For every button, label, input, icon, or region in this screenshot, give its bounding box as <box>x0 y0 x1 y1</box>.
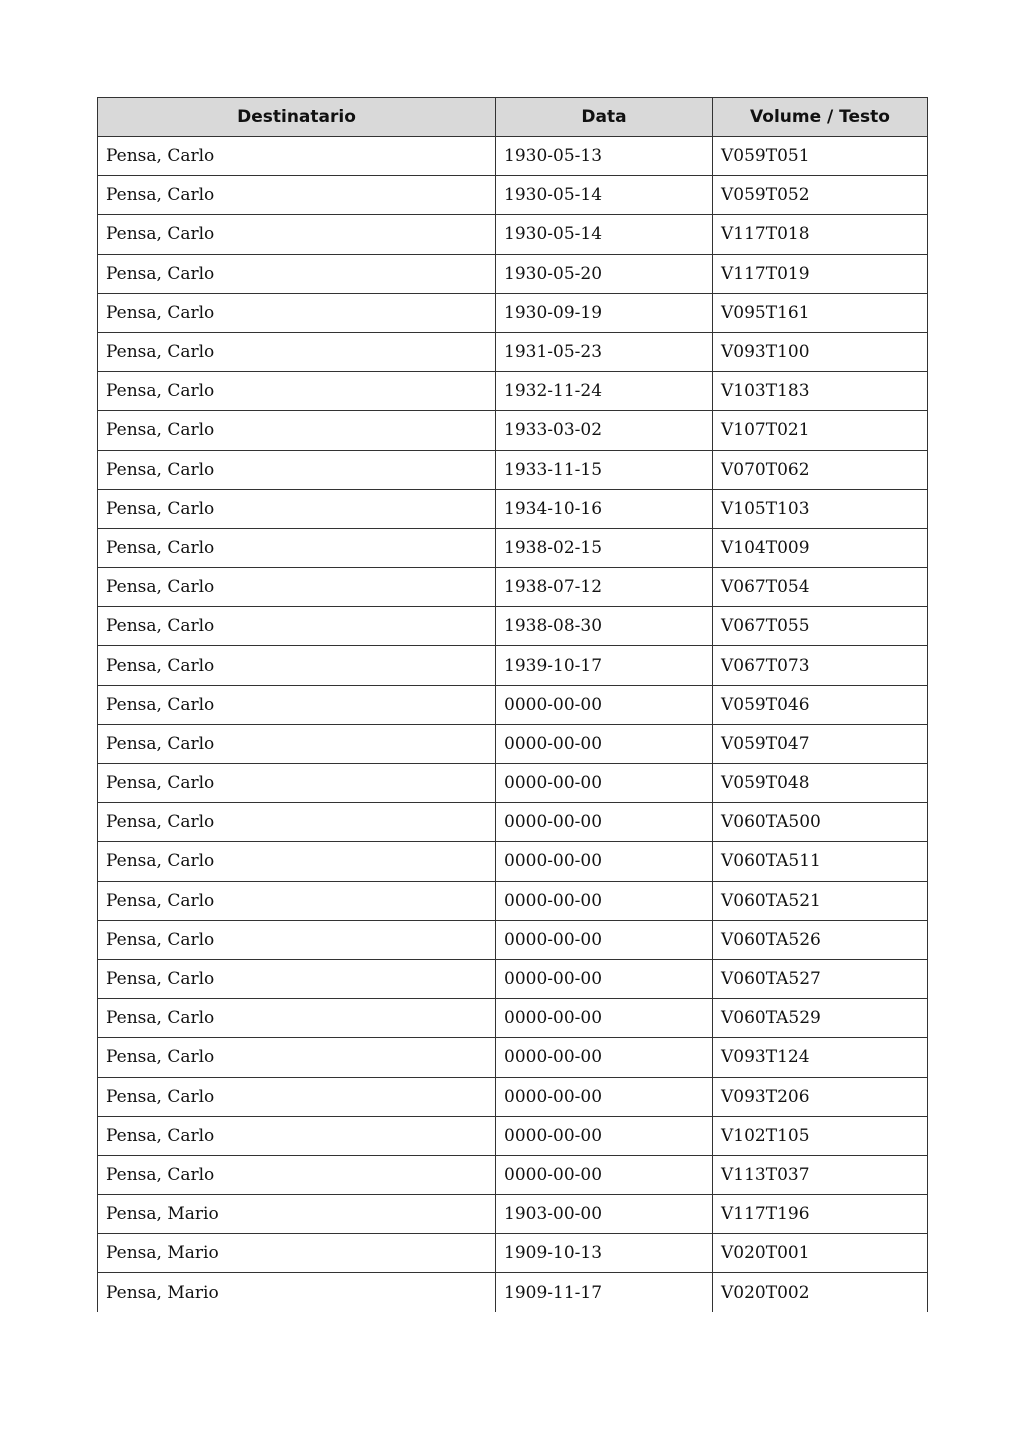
cell-destinatario: Pensa, Carlo <box>98 568 496 607</box>
table-row <box>98 293 928 332</box>
cell-data: 1903-00-00 <box>496 1195 713 1234</box>
table-row <box>98 607 928 646</box>
table-row <box>98 137 928 176</box>
cell-data: 1930-05-20 <box>496 254 713 293</box>
cell-data: 0000-00-00 <box>496 1116 713 1155</box>
cell-volume-testo: V117T018 <box>713 215 928 254</box>
cell-volume-testo: V060TA511 <box>713 842 928 881</box>
table-row <box>98 411 928 450</box>
cell-volume-testo: V060TA521 <box>713 881 928 920</box>
cell-volume-testo: V070T062 <box>713 450 928 489</box>
cell-volume-testo: V060TA529 <box>713 999 928 1038</box>
table-row <box>98 568 928 607</box>
header-destinatario: Destinatario <box>98 98 496 137</box>
cell-data: 1909-10-13 <box>496 1234 713 1273</box>
cell-volume-testo: V059T047 <box>713 724 928 763</box>
cell-data: 0000-00-00 <box>496 999 713 1038</box>
table-row <box>98 528 928 567</box>
cell-data: 0000-00-00 <box>496 959 713 998</box>
cell-volume-testo: V067T073 <box>713 646 928 685</box>
cell-volume-testo: V095T161 <box>713 293 928 332</box>
table-row <box>98 1077 928 1116</box>
cell-data: 1909-11-17 <box>496 1273 713 1312</box>
table-row <box>98 959 928 998</box>
cell-data: 1938-07-12 <box>496 568 713 607</box>
cell-data: 1934-10-16 <box>496 489 713 528</box>
table-row <box>98 332 928 371</box>
table-row <box>98 489 928 528</box>
table-row <box>98 1155 928 1194</box>
cell-destinatario: Pensa, Carlo <box>98 803 496 842</box>
cell-volume-testo: V093T124 <box>713 1038 928 1077</box>
cell-volume-testo: V107T021 <box>713 411 928 450</box>
cell-destinatario: Pensa, Carlo <box>98 764 496 803</box>
cell-volume-testo: V102T105 <box>713 1116 928 1155</box>
cell-destinatario: Pensa, Carlo <box>98 411 496 450</box>
cell-destinatario: Pensa, Carlo <box>98 332 496 371</box>
cell-destinatario: Pensa, Carlo <box>98 920 496 959</box>
table-row <box>98 803 928 842</box>
cell-volume-testo: V060TA500 <box>713 803 928 842</box>
cell-data: 1930-05-13 <box>496 137 713 176</box>
cell-data: 1933-03-02 <box>496 411 713 450</box>
cell-data: 1939-10-17 <box>496 646 713 685</box>
cell-volume-testo: V113T037 <box>713 1155 928 1194</box>
cell-data: 1930-09-19 <box>496 293 713 332</box>
table-row <box>98 920 928 959</box>
cell-destinatario: Pensa, Carlo <box>98 137 496 176</box>
table-row <box>98 1273 928 1312</box>
table-row <box>98 372 928 411</box>
cell-destinatario: Pensa, Carlo <box>98 215 496 254</box>
cell-volume-testo: V020T002 <box>713 1273 928 1312</box>
header-volume-testo: Volume / Testo <box>713 98 928 137</box>
table-row <box>98 842 928 881</box>
cell-destinatario: Pensa, Carlo <box>98 1077 496 1116</box>
cell-destinatario: Pensa, Carlo <box>98 293 496 332</box>
cell-volume-testo: V093T206 <box>713 1077 928 1116</box>
table-row <box>98 764 928 803</box>
table-row <box>98 646 928 685</box>
cell-data: 1930-05-14 <box>496 215 713 254</box>
cell-destinatario: Pensa, Carlo <box>98 646 496 685</box>
cell-volume-testo: V059T046 <box>713 685 928 724</box>
cell-data: 0000-00-00 <box>496 1155 713 1194</box>
cell-data: 0000-00-00 <box>496 685 713 724</box>
cell-volume-testo: V059T052 <box>713 176 928 215</box>
cell-destinatario: Pensa, Carlo <box>98 685 496 724</box>
cell-data: 0000-00-00 <box>496 842 713 881</box>
table-row <box>98 215 928 254</box>
cell-data: 1932-11-24 <box>496 372 713 411</box>
cell-destinatario: Pensa, Mario <box>98 1273 496 1312</box>
cell-volume-testo: V059T048 <box>713 764 928 803</box>
table-row <box>98 1234 928 1273</box>
table-header <box>98 98 928 137</box>
cell-data: 1931-05-23 <box>496 332 713 371</box>
table-row <box>98 1038 928 1077</box>
cell-data: 0000-00-00 <box>496 724 713 763</box>
cell-destinatario: Pensa, Carlo <box>98 1155 496 1194</box>
cell-volume-testo: V060TA527 <box>713 959 928 998</box>
table-row <box>98 450 928 489</box>
cell-destinatario: Pensa, Carlo <box>98 176 496 215</box>
cell-volume-testo: V105T103 <box>713 489 928 528</box>
cell-destinatario: Pensa, Carlo <box>98 1038 496 1077</box>
cell-volume-testo: V060TA526 <box>713 920 928 959</box>
cell-destinatario: Pensa, Carlo <box>98 999 496 1038</box>
cell-data: 1933-11-15 <box>496 450 713 489</box>
cell-destinatario: Pensa, Carlo <box>98 254 496 293</box>
cell-data: 0000-00-00 <box>496 1038 713 1077</box>
header-row <box>98 98 928 137</box>
cell-destinatario: Pensa, Carlo <box>98 1116 496 1155</box>
table-row <box>98 254 928 293</box>
cell-volume-testo: V117T196 <box>713 1195 928 1234</box>
cell-destinatario: Pensa, Carlo <box>98 607 496 646</box>
cell-volume-testo: V117T019 <box>713 254 928 293</box>
cell-volume-testo: V067T054 <box>713 568 928 607</box>
cell-volume-testo: V020T001 <box>713 1234 928 1273</box>
cell-destinatario: Pensa, Carlo <box>98 528 496 567</box>
cell-data: 0000-00-00 <box>496 920 713 959</box>
cell-destinatario: Pensa, Carlo <box>98 881 496 920</box>
cell-destinatario: Pensa, Carlo <box>98 450 496 489</box>
cell-data: 0000-00-00 <box>496 803 713 842</box>
cell-destinatario: Pensa, Carlo <box>98 959 496 998</box>
table-row <box>98 724 928 763</box>
cell-data: 0000-00-00 <box>496 764 713 803</box>
cell-destinatario: Pensa, Mario <box>98 1234 496 1273</box>
cell-destinatario: Pensa, Carlo <box>98 724 496 763</box>
cell-volume-testo: V059T051 <box>713 137 928 176</box>
table-row <box>98 999 928 1038</box>
cell-volume-testo: V093T100 <box>713 332 928 371</box>
cell-destinatario: Pensa, Carlo <box>98 842 496 881</box>
table-row <box>98 685 928 724</box>
letters-table <box>97 97 928 1312</box>
cell-volume-testo: V103T183 <box>713 372 928 411</box>
table-row <box>98 1195 928 1234</box>
cell-volume-testo: V067T055 <box>713 607 928 646</box>
cell-destinatario: Pensa, Carlo <box>98 489 496 528</box>
cell-data: 1930-05-14 <box>496 176 713 215</box>
table-row <box>98 176 928 215</box>
cell-data: 0000-00-00 <box>496 881 713 920</box>
table-row <box>98 1116 928 1155</box>
cell-destinatario: Pensa, Mario <box>98 1195 496 1234</box>
table-row <box>98 881 928 920</box>
table-body <box>98 137 928 1313</box>
cell-destinatario: Pensa, Carlo <box>98 372 496 411</box>
cell-data: 1938-08-30 <box>496 607 713 646</box>
cell-data: 0000-00-00 <box>496 1077 713 1116</box>
cell-volume-testo: V104T009 <box>713 528 928 567</box>
cell-data: 1938-02-15 <box>496 528 713 567</box>
header-data: Data <box>496 98 713 137</box>
